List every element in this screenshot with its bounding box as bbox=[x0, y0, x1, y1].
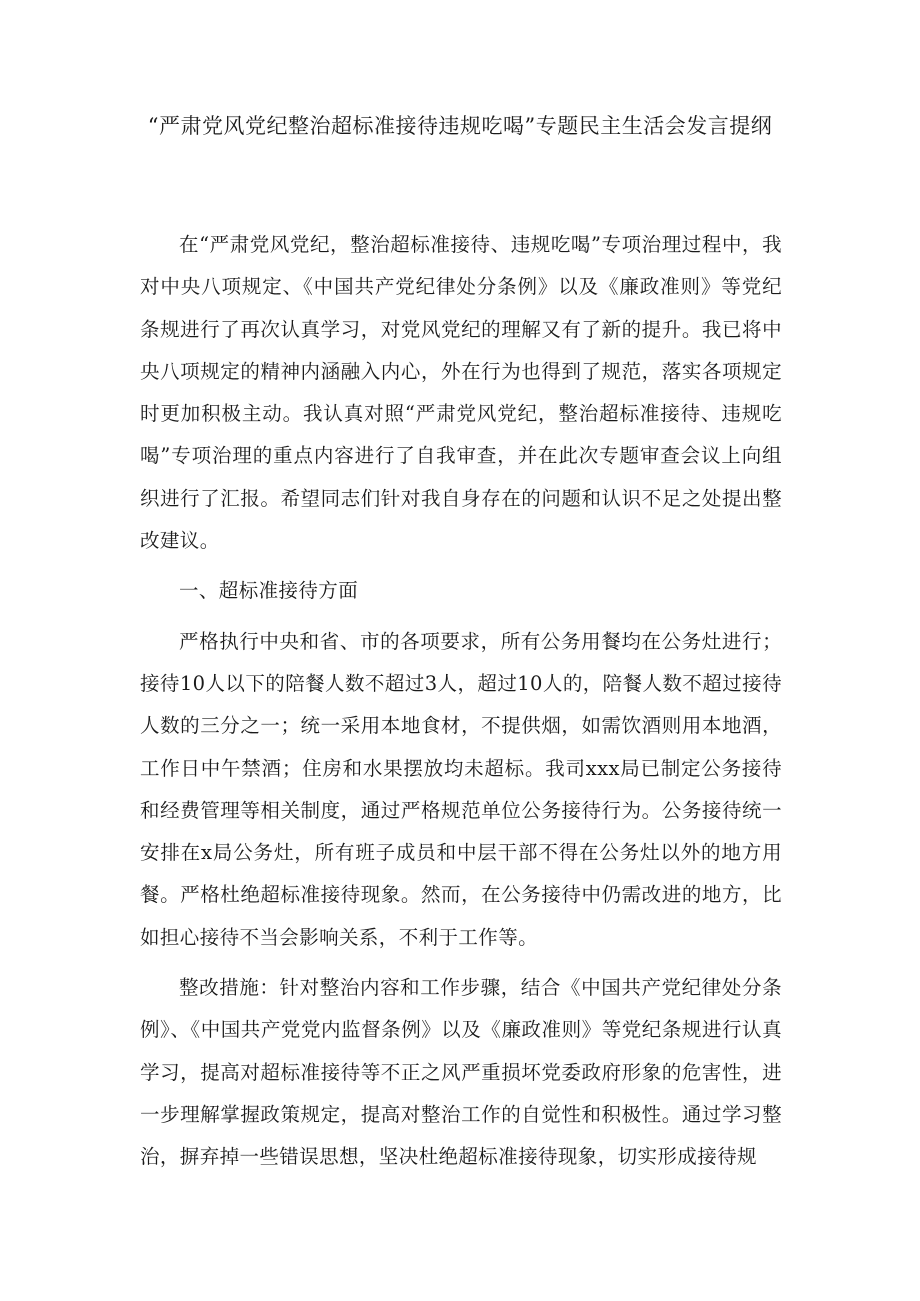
document-title: “严肃党风党纪整治超标准接待违规吃喝”专题民主生活会发言提纲 bbox=[147, 114, 773, 138]
reception-paragraph: 严格执行中央和省、市的各项要求，所有公务用餐均在公务灶进行；接待10人以下的陪餐人数不超过3人，超过10人的，陪餐人数不超过接待人数的三分之一；统一采用本地食材，不提供烟，如需饮酒则用本地酒，工作日中午禁酒；住房和水果摆放均未超标。我司xxx局已制定公务接待和经费管理等相关制度，通过严格规范单位公务接待行为。公务接待统一安排在x局公务灶，所有班子成员和中层干部不得在公务灶以外的地方用餐。严格杜绝超标准接待现象。然而，在公务接待中仍需改进的地方，比如担心接待不当会影响关系，不利于工作等。 bbox=[140, 629, 782, 949]
rectification-paragraph: 整改措施：针对整治内容和工作步骤，结合《中国共产党纪律处分条例》、《中国共产党党内监督条例》以及《廉政准则》等党纪条规进行认真学习，提高对超标准接待等不正之风严重损坏党委政府形象的危害性，进一步理解掌握政策规定，提高对整治工作的自觉性和积极性。通过学习整治，摒弃掉一些错误思想，坚决杜绝超标准接待现象，切实形成接待规 bbox=[140, 976, 782, 1169]
document-body bbox=[140, 224, 782, 1179]
intro-paragraph: 在“严肃党风党纪，整治超标准接待、违规吃喝”专项治理过程中，我对中央八项规定、《中国共产党纪律处分条例》以及《廉政准则》等党纪条规进行了再次认真学习，对党风党纪的理解又有了新的提升。我已将中央八项规定的精神内涵融入内心，外在行为也得到了规范，落实各项规定时更加积极主动。我认真对照“严肃党风党纪，整治超标准接待、违规吃喝”专项治理的重点内容进行了自我审查，并在此次专题审查会议上向组织进行了汇报。希望同志们针对我自身存在的问题和认识不足之处提出整改建议。 bbox=[140, 233, 782, 553]
section-heading: 一、超标准接待方面 bbox=[179, 579, 359, 603]
spacer bbox=[140, 613, 782, 621]
spacer bbox=[140, 562, 782, 570]
spacer bbox=[140, 959, 782, 967]
